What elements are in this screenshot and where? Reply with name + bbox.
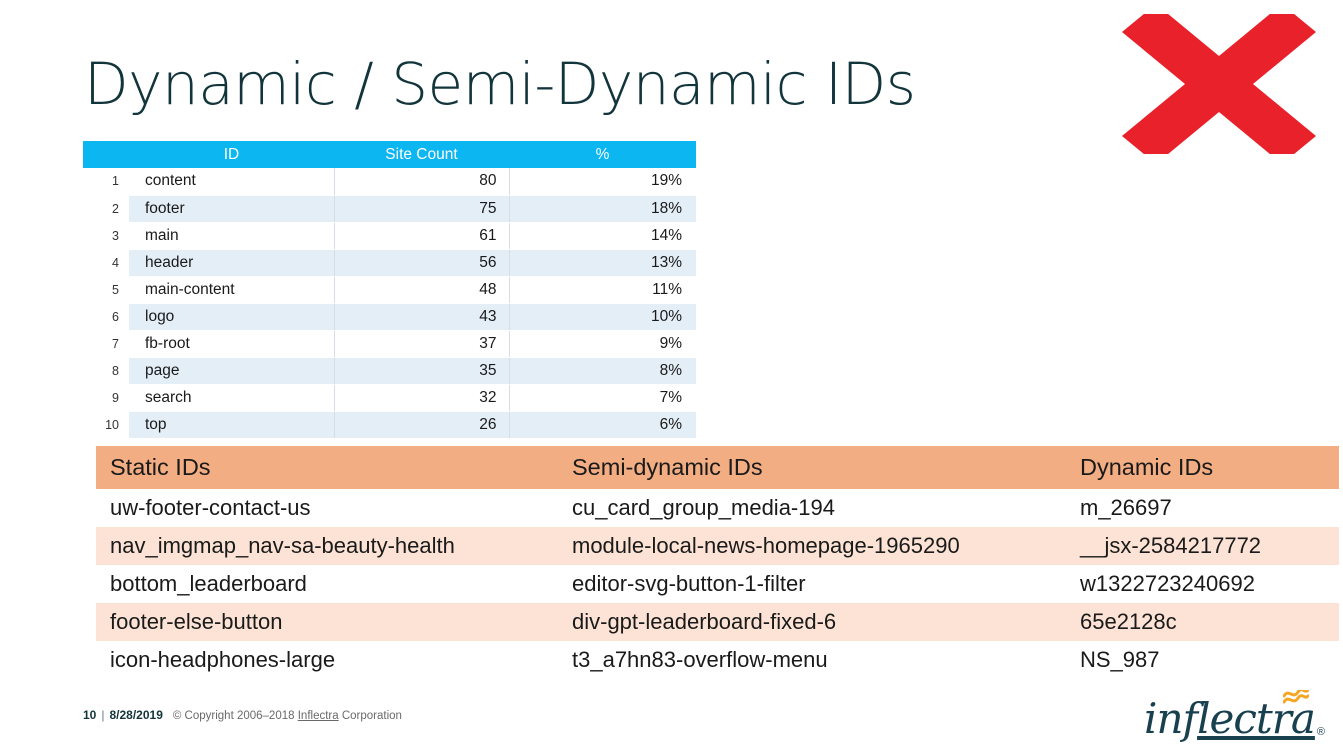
- table-row: [83, 222, 696, 249]
- table-row: [83, 195, 696, 222]
- cell-dynamic-id: m_26697: [1066, 489, 1339, 527]
- table-row: [83, 168, 696, 195]
- row-site-count: 48: [334, 276, 509, 303]
- row-index: 3: [83, 222, 129, 249]
- red-x-icon: [1122, 14, 1316, 154]
- row-index: 4: [83, 249, 129, 276]
- row-index: 2: [83, 195, 129, 222]
- table-row: [96, 603, 1339, 641]
- id-examples-table: [96, 446, 1339, 679]
- inflectra-logo: [1144, 694, 1325, 743]
- cell-static-id: bottom_leaderboard: [96, 565, 558, 603]
- col-index: [83, 141, 129, 168]
- col-dynamic-ids: Dynamic IDs: [1066, 446, 1339, 489]
- row-id: main: [129, 222, 334, 249]
- logo-text-part2: lectra: [1197, 694, 1315, 743]
- logo-wave-icon: [1283, 690, 1309, 708]
- row-id: main-content: [129, 276, 334, 303]
- row-site-count: 26: [334, 411, 509, 438]
- row-index: 10: [83, 411, 129, 438]
- table-row: [83, 357, 696, 384]
- table-row: [83, 330, 696, 357]
- row-percent: 8%: [509, 357, 696, 384]
- row-percent: 11%: [509, 276, 696, 303]
- cell-static-id: nav_imgmap_nav-sa-beauty-health: [96, 527, 558, 565]
- row-site-count: 37: [334, 330, 509, 357]
- table-row: [83, 249, 696, 276]
- row-id: top: [129, 411, 334, 438]
- col-percent: %: [509, 141, 696, 168]
- row-index: 7: [83, 330, 129, 357]
- row-site-count: 56: [334, 249, 509, 276]
- col-id: ID: [129, 141, 334, 168]
- cell-dynamic-id: 65e2128c: [1066, 603, 1339, 641]
- row-id: footer: [129, 195, 334, 222]
- table-row: [96, 641, 1339, 679]
- footer-date: 8/28/2019: [109, 708, 163, 722]
- row-site-count: 75: [334, 195, 509, 222]
- slide-footer: [83, 708, 402, 722]
- row-percent: 18%: [509, 195, 696, 222]
- table-row: [96, 527, 1339, 565]
- row-id: content: [129, 168, 334, 195]
- row-id: logo: [129, 303, 334, 330]
- logo-text-part1: inf: [1144, 694, 1198, 743]
- row-percent: 14%: [509, 222, 696, 249]
- cell-dynamic-id: NS_987: [1066, 641, 1339, 679]
- cell-static-id: uw-footer-contact-us: [96, 489, 558, 527]
- cell-semi-dynamic-id: t3_a7hn83-overflow-menu: [558, 641, 1066, 679]
- row-percent: 7%: [509, 384, 696, 411]
- row-id: fb-root: [129, 330, 334, 357]
- row-index: 9: [83, 384, 129, 411]
- col-semi-dynamic-ids: Semi-dynamic IDs: [558, 446, 1066, 489]
- row-index: 6: [83, 303, 129, 330]
- table-header-row: [96, 446, 1339, 489]
- table-row: [96, 489, 1339, 527]
- row-percent: 6%: [509, 411, 696, 438]
- cell-static-id: footer-else-button: [96, 603, 558, 641]
- row-index: 5: [83, 276, 129, 303]
- cell-semi-dynamic-id: cu_card_group_media-194: [558, 489, 1066, 527]
- cell-dynamic-id: __jsx-2584217772: [1066, 527, 1339, 565]
- table-row: [83, 303, 696, 330]
- col-site-count: Site Count: [334, 141, 509, 168]
- row-percent: 19%: [509, 168, 696, 195]
- id-frequency-table: [83, 141, 696, 439]
- company-name: Inflectra: [297, 710, 339, 722]
- row-index: 8: [83, 357, 129, 384]
- table-row: [96, 565, 1339, 603]
- row-percent: 10%: [509, 303, 696, 330]
- table-header-row: [83, 141, 696, 168]
- row-percent: 13%: [509, 249, 696, 276]
- page-number: 10: [83, 708, 97, 722]
- copyright-suffix: Corporation: [341, 710, 402, 722]
- copyright-text: [173, 710, 402, 722]
- page-title: Dynamic / Semi-Dynamic IDs: [84, 50, 916, 118]
- col-static-ids: Static IDs: [96, 446, 558, 489]
- row-site-count: 61: [334, 222, 509, 249]
- row-site-count: 80: [334, 168, 509, 195]
- row-id: header: [129, 249, 334, 276]
- copyright-prefix: © Copyright 2006–2018: [172, 710, 295, 722]
- cell-semi-dynamic-id: module-local-news-homepage-1965290: [558, 527, 1066, 565]
- table-row: [83, 411, 696, 438]
- table-row: [83, 384, 696, 411]
- row-id: page: [129, 357, 334, 384]
- table-row: [83, 276, 696, 303]
- footer-separator: |: [101, 708, 105, 722]
- cell-semi-dynamic-id: editor-svg-button-1-filter: [558, 565, 1066, 603]
- row-site-count: 43: [334, 303, 509, 330]
- row-id: search: [129, 384, 334, 411]
- row-index: 1: [83, 168, 129, 195]
- row-percent: 9%: [509, 330, 696, 357]
- row-site-count: 35: [334, 357, 509, 384]
- cell-static-id: icon-headphones-large: [96, 641, 558, 679]
- cell-semi-dynamic-id: div-gpt-leaderboard-fixed-6: [558, 603, 1066, 641]
- row-site-count: 32: [334, 384, 509, 411]
- registered-mark: ®: [1316, 726, 1325, 738]
- cell-dynamic-id: w1322723240692: [1066, 565, 1339, 603]
